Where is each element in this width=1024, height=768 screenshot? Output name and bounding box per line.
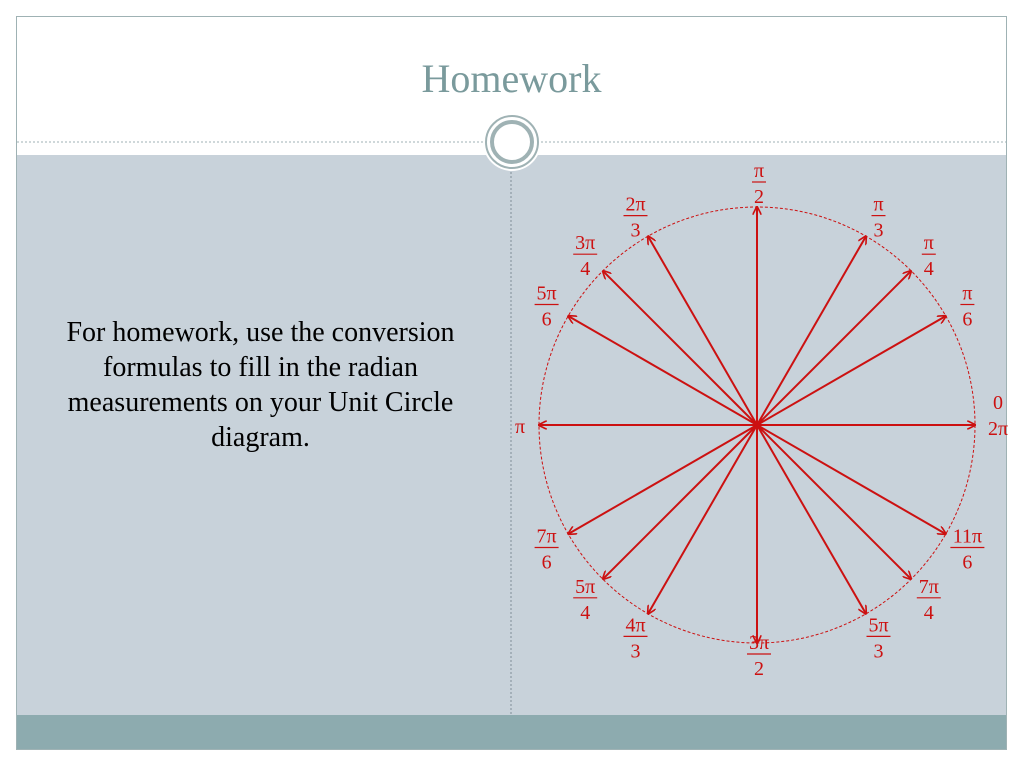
angle-label-numerator: 5π (536, 282, 557, 305)
angle-ray-60 (757, 236, 866, 425)
angle-ray-330 (757, 425, 946, 534)
angle-ray-45 (757, 271, 911, 425)
angle-label-180 (515, 416, 525, 438)
angle-label-numerator: 5π (575, 575, 596, 598)
angle-label-numerator: 0 (993, 392, 1003, 414)
angle-label-numerator: 3π (748, 632, 770, 654)
angle-label-numerator: 3π (575, 232, 596, 255)
angle-label-denominator: 6 (962, 551, 973, 574)
angle-label-denominator: 3 (630, 219, 641, 242)
angle-label-numerator: 2π (625, 193, 646, 216)
angle-label-numerator: 4π (625, 614, 646, 637)
angle-label-numerator: π (873, 193, 884, 216)
angle-rays (536, 207, 975, 643)
angle-label-225 (573, 576, 597, 624)
angle-label-denominator: 6 (541, 308, 552, 331)
angle-label-300 (867, 614, 891, 662)
angle-label-denominator: 6 (541, 551, 552, 574)
angle-label-90 (752, 160, 766, 208)
angle-label-numerator: 7π (536, 525, 557, 548)
angle-label-135 (573, 232, 597, 280)
angle-label-denominator: 2 (754, 186, 764, 208)
angle-label-270 (747, 632, 771, 680)
angle-label-denominator: 4 (923, 601, 934, 624)
angle-label-denominator: 6 (962, 308, 973, 331)
angle-label-denominator: 2π (987, 418, 1009, 440)
angle-label-text: π (514, 416, 526, 438)
angle-label-330 (950, 526, 984, 574)
angle-label-denominator: 4 (923, 258, 934, 281)
angle-ray-135 (603, 271, 757, 425)
angle-label-denominator: 2 (754, 658, 764, 680)
angle-ray-315 (757, 425, 911, 579)
angle-label-numerator: 7π (918, 575, 939, 598)
angle-ray-225 (603, 425, 757, 579)
angle-label-60 (872, 194, 886, 242)
angle-label-denominator: 3 (873, 219, 884, 242)
angle-label-numerator: π (923, 232, 934, 255)
angle-label-315 (917, 576, 941, 624)
angle-ray-120 (648, 236, 757, 425)
angle-label-30 (960, 283, 974, 331)
angle-ray-240 (648, 425, 757, 614)
angle-label-numerator: 5π (868, 614, 889, 637)
angle-ray-30 (757, 316, 946, 425)
angle-label-45 (922, 232, 936, 280)
angle-label-0 (988, 392, 1008, 440)
angle-label-120 (624, 194, 648, 242)
angle-ray-210 (568, 425, 757, 534)
angle-label-denominator: 4 (580, 601, 591, 624)
angle-ray-300 (757, 425, 866, 614)
slide-title: Homework (421, 56, 602, 101)
angle-label-210 (535, 526, 559, 574)
angle-label-denominator: 3 (630, 640, 641, 663)
angle-ray-150 (568, 316, 757, 425)
angle-label-denominator: 4 (580, 258, 591, 281)
homework-instructions: For homework, use the conversion formulas to fill in the radian measurements on your Unit Circle diagram. (66, 317, 455, 453)
angle-label-numerator: 11π (952, 525, 983, 548)
angle-label-denominator: 3 (873, 640, 884, 663)
angle-label-240 (624, 614, 648, 662)
angle-label-numerator: π (962, 282, 973, 305)
angle-label-numerator: π (753, 160, 765, 182)
angle-label-150 (535, 283, 559, 331)
